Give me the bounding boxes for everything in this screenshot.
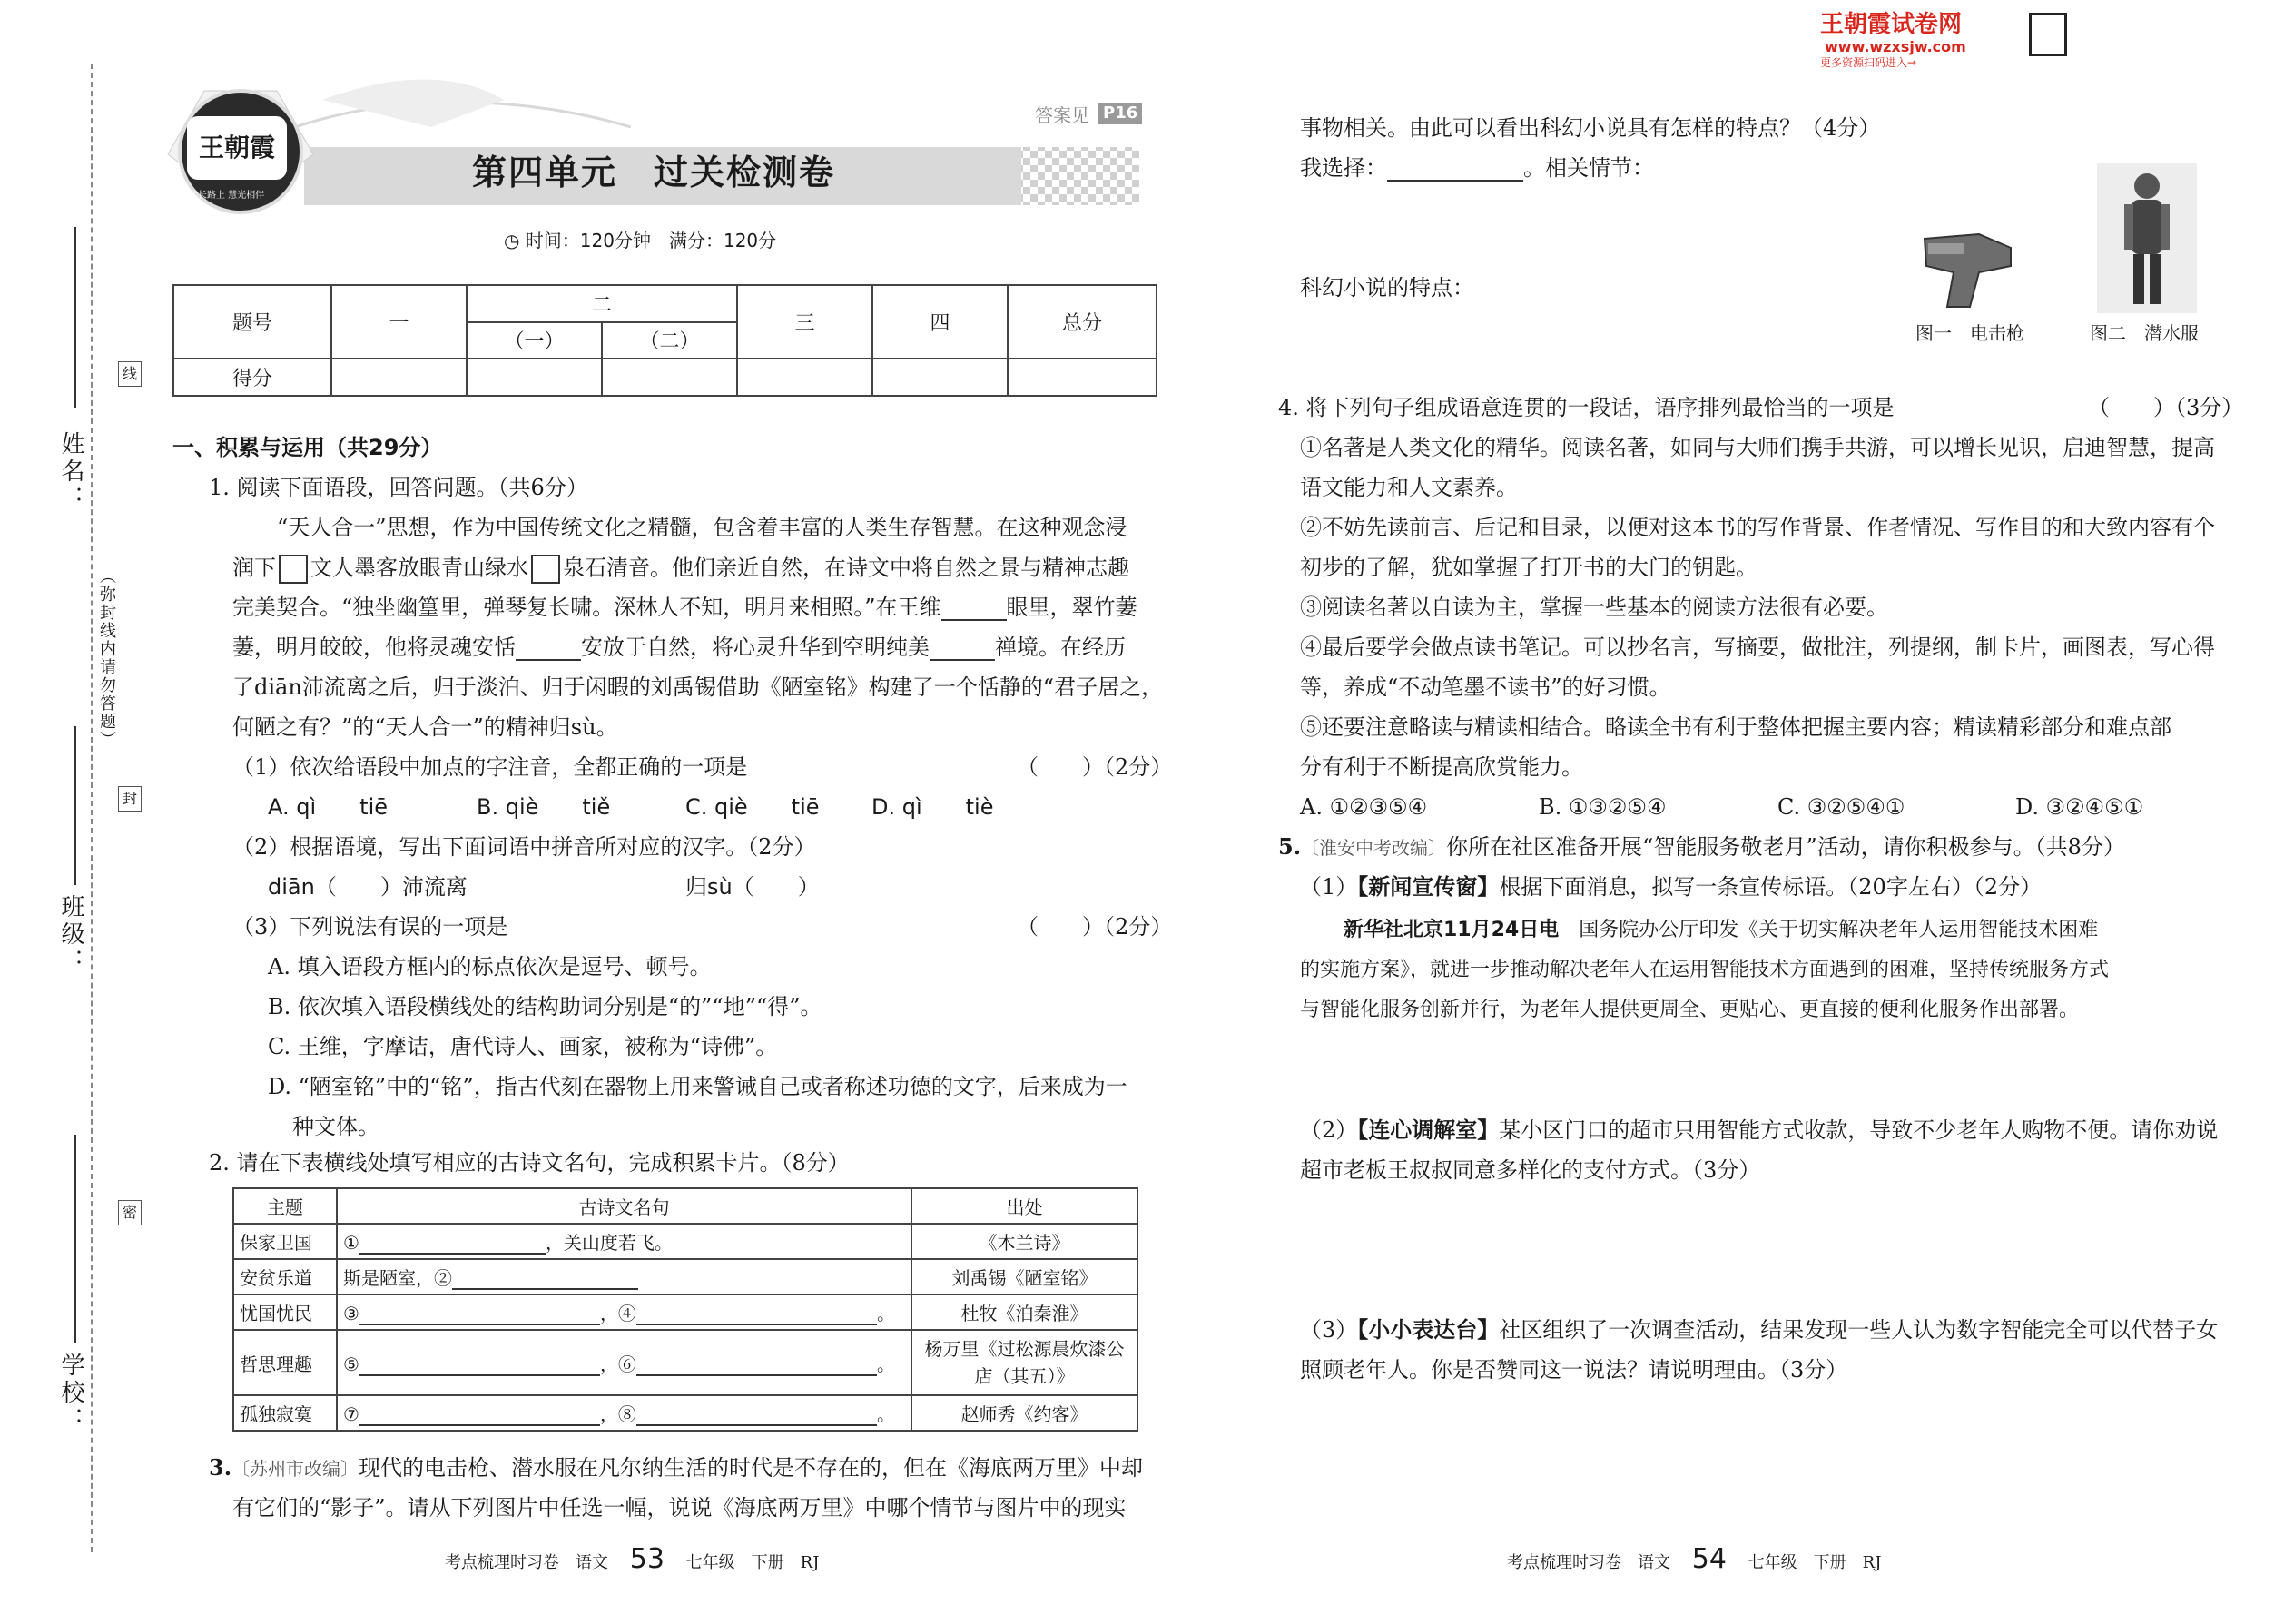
footer-grade: 七年级 下册 RJ	[685, 1553, 820, 1572]
score-col-2: 二	[467, 285, 737, 322]
poem-source: 赵师秀《约客》	[911, 1395, 1137, 1431]
question-number: 3.	[209, 1454, 232, 1481]
text-span: 润下	[232, 555, 276, 581]
q1-1-option-b[interactable]: B. qiè tiě	[477, 794, 611, 820]
seal-note: （弥封线内请勿答题）	[97, 567, 116, 749]
verse-blank[interactable]	[452, 1268, 638, 1290]
text-span: 国务院办公厅印发《关于切实解决老年人运用智能技术困难	[1559, 919, 2099, 941]
diving-suit-image	[2097, 163, 2197, 313]
q5-3-answer-area[interactable]	[1300, 1398, 2199, 1516]
q1-3-option-d[interactable]: D. “陋室铭”中的“铭”，指古代刻在器物上用来警诫自己或者称述功德的文字，后来成为一	[268, 1074, 1127, 1099]
q1-sub-2: （2）根据语境，写出下面词语中拼音所对应的汉字。（2分）	[232, 834, 816, 860]
poem-theme: 忧国忧民	[233, 1294, 337, 1330]
text-span: （2）	[1300, 1117, 1358, 1143]
poem-source: 《木兰诗》	[911, 1224, 1137, 1259]
q1-sub-3-answer[interactable]: （ ）（2分）	[1017, 914, 1173, 940]
score-cell[interactable]	[1008, 359, 1157, 396]
text-span: 现代的电击枪、潜水服在凡尔纳生活的时代是不存在的，但在《海底两万里》中却	[359, 1455, 1144, 1481]
q4-answer[interactable]: （ ）（3分）	[2088, 395, 2244, 420]
poem-theme: 孤独寂寞	[233, 1395, 337, 1431]
poem-source: 杨万里《过松源晨炊漆公店（其五）》	[911, 1330, 1137, 1395]
poem-verse-cell	[337, 1395, 911, 1431]
answer-ref: 答案见	[1035, 104, 1089, 126]
fill-blank[interactable]	[516, 639, 581, 661]
text-span: 社区组织了一次调查活动，结果发现一些人认为数字智能完全可以代替子女	[1499, 1317, 2219, 1343]
q4-sentence: 语文能力和人文素养。	[1300, 475, 1518, 500]
verse-blank[interactable]	[359, 1233, 546, 1255]
footer-book: 考点梳理时习卷 语文	[445, 1553, 608, 1572]
q1-3-option-a[interactable]: A. 填入语段方框内的标点依次是逗号、顿号。	[268, 954, 712, 979]
blank-number: ①	[343, 1232, 359, 1254]
q4-option-d[interactable]: D. ③②④⑤①	[2015, 794, 2144, 820]
q1-sub-1-answer[interactable]: （ ）（2分）	[1017, 754, 1173, 780]
q4-sentence: 分有利于不断提高欣赏能力。	[1300, 754, 1583, 780]
text-span: 我选择：	[1300, 155, 1387, 181]
school-field[interactable]	[74, 1135, 76, 1343]
score-col-2a: （一）	[467, 322, 602, 359]
q5-news-line	[1344, 919, 2098, 942]
brand-name: 王朝霞试卷网	[1820, 11, 1963, 38]
poem-source: 杜牧《泊秦淮》	[911, 1294, 1137, 1330]
question-1-title: 1. 阅读下面语段，回答问题。（共6分）	[209, 475, 588, 500]
poem-card-table	[232, 1187, 1138, 1432]
footer-right	[1507, 1543, 1881, 1575]
q1-1-option-d[interactable]: D. qì tiè	[871, 794, 994, 820]
poem-verse-cell	[337, 1330, 911, 1395]
figure-1-caption: 图一 电击枪	[1915, 322, 2024, 344]
blank-number: ⑦	[343, 1403, 359, 1425]
fill-blank[interactable]	[941, 599, 1007, 621]
q5-2-answer-area[interactable]	[1300, 1198, 2199, 1307]
score-table-header-label: 题号	[173, 285, 331, 359]
q5-tag: 【新闻宣传窗】	[1357, 874, 1500, 900]
q1-passage-line	[232, 635, 1126, 661]
q5-news-line: 与智能化服务创新并行，为老年人提供更周全、更贴心、更直接的便利化服务作出部署。	[1300, 999, 2080, 1021]
text-span: 泉石清音。他们亲近自然，在诗文中将自然之景与精神志趣	[563, 555, 1129, 581]
q5-sub-2	[1300, 1117, 2218, 1144]
q5-sub-1	[1300, 874, 2042, 901]
poem-source: 刘禹锡《陋室铭》	[911, 1259, 1137, 1294]
figure-2-caption: 图二 潜水服	[2090, 322, 2199, 344]
text-span: 。相关情节：	[1523, 155, 1654, 181]
q1-sub-1: （1）依次给语段中加点的字注音，全都正确的一项是	[232, 754, 748, 780]
question-source: 〔淮安中考改编〕	[1301, 837, 1447, 859]
q1-1-option-c[interactable]: C. qiè tiē	[685, 794, 820, 820]
score-col-2b: （二）	[602, 322, 737, 359]
score-col-3: 三	[737, 285, 872, 359]
q4-sentence: ⑤还要注意略读与精读相结合。略读全书有利于整体把握主要内容；精读精彩部分和难点部	[1300, 714, 2171, 740]
score-cell[interactable]	[331, 359, 467, 396]
poem-theme: 保家卫国	[233, 1224, 337, 1259]
blank-number: ⑤	[343, 1353, 359, 1375]
verse-end: 。	[876, 1303, 895, 1324]
score-col-4: 四	[872, 285, 1008, 359]
blank-number: ，⑥	[599, 1353, 636, 1375]
verse-end: 。	[876, 1403, 895, 1425]
q3-feature-label: 科幻小说的特点：	[1300, 275, 1474, 300]
q1-passage-line	[232, 595, 1137, 621]
text-span: （1）	[1300, 874, 1358, 900]
verse-blank[interactable]	[636, 1404, 877, 1426]
school-label: 学校：	[57, 1353, 84, 1434]
q1-3-option-d-cont: 种文体。	[292, 1114, 379, 1139]
question-number: 5.	[1278, 833, 1302, 860]
section-1-heading: 一、积累与运用（共29分）	[172, 435, 443, 460]
blank-number: ③	[343, 1303, 359, 1324]
stun-gun-image	[1915, 216, 2024, 316]
score-cell[interactable]	[737, 359, 872, 396]
seal-mark-line: 线	[118, 361, 142, 387]
question-3-line	[209, 1455, 1143, 1481]
q1-3-option-b[interactable]: B. 依次填入语段横线处的结构助词分别是“的”“地”“得”。	[268, 994, 822, 1019]
question-3-line: 有它们的“影子”。请从下列图片中任选一幅，说说《海底两万里》中哪个情节与图片中的现实	[232, 1495, 1127, 1521]
poem-header-theme: 主题	[233, 1188, 337, 1224]
verse-blank[interactable]	[359, 1304, 600, 1325]
text-span: 萋，明月皎皎，他将灵魂安恬	[232, 635, 516, 660]
poem-verse-cell	[337, 1259, 911, 1294]
score-cell[interactable]	[872, 359, 1008, 396]
q4-sentence: 初步的了解，犹如掌握了打开书的大门的钥匙。	[1300, 555, 1757, 580]
brand-url[interactable]: www.wzxsjw.com	[1825, 38, 1966, 55]
class-label: 班级：	[57, 894, 84, 976]
q4-sentence: ③阅读名著以自读为主，掌握一些基本的阅读方法很有必要。	[1300, 595, 1888, 620]
poem-theme: 哲思理趣	[233, 1330, 337, 1395]
q5-sub-3	[1300, 1317, 2218, 1343]
verse-blank[interactable]	[359, 1354, 600, 1376]
name-label: 姓名：	[57, 431, 84, 513]
punctuation-box[interactable]	[279, 555, 308, 584]
q4-sentence: ②不妨先读前言、后记和目录，以便对这本书的写作背景、作者情况、写作目的和大致内容有个	[1300, 515, 2215, 540]
score-col-total: 总分	[1008, 285, 1157, 359]
verse-end: 。	[876, 1353, 895, 1375]
time-info-text: 时间：120分钟 满分：120分	[525, 230, 777, 251]
q4-sentence: ①名著是人类文化的精华。阅读名著，如同与大师们携手共游，可以增长见识，启迪智慧，提高	[1300, 435, 2215, 460]
text-span: 某小区门口的超市只用智能方式收款，导致不少老年人购物不便。请你劝说	[1499, 1117, 2219, 1143]
choice-blank[interactable]	[1387, 160, 1523, 182]
question-5-title	[1278, 834, 2125, 861]
text-span: 文人墨客放眼青山绿水	[310, 555, 528, 581]
q5-sub-2-cont: 超市老板王叔叔同意多样化的支付方式。（3分）	[1300, 1157, 1761, 1183]
blank-number: ，⑧	[599, 1403, 636, 1425]
q4-option-c[interactable]: C. ③②⑤④①	[1777, 794, 1905, 820]
q4-option-a[interactable]: A. ①②③⑤④	[1300, 794, 1428, 820]
footer-grade: 七年级 下册 RJ	[1748, 1553, 1882, 1572]
q5-1-answer-area[interactable]	[1300, 1035, 2199, 1107]
poem-header-verse: 古诗文名句	[337, 1188, 911, 1224]
verse-text: ，关山度若飞。	[545, 1232, 673, 1254]
verse-blank[interactable]	[636, 1304, 877, 1325]
q1-passage-line: “天人合一”思想，作为中国传统文化之精髓，包含着丰富的人类生存智慧。在这种观念浸	[277, 515, 1127, 540]
text-span: （3）	[1300, 1317, 1358, 1343]
blank-number: 斯是陋室，②	[343, 1267, 452, 1289]
verse-blank[interactable]	[359, 1404, 600, 1426]
q3-choose-line	[1300, 155, 1654, 182]
qr-code[interactable]	[2029, 13, 2067, 56]
q5-news-line: 的实施方案》，就进一步推动解决老年人在运用智能技术方面遇到的困难，坚持传统服务方式	[1300, 959, 2110, 981]
seal-mark-seal: 封	[118, 786, 142, 812]
text-span: 禅境。在经历	[995, 635, 1126, 660]
clock-icon: ◷	[504, 230, 520, 251]
text-span: 眼里，翠竹萋	[1006, 595, 1137, 620]
logo-text: 王朝霞	[187, 116, 287, 180]
verse-blank[interactable]	[636, 1354, 877, 1376]
q4-sentence: ④最后要学会做点读书笔记。可以抄名言，写摘要，做批注，列提纲，制卡片，画图表，写心得	[1300, 635, 2215, 660]
page-number-right: 54	[1691, 1543, 1727, 1575]
page-title: 第四单元 过关检测卷	[472, 153, 836, 192]
text-span: 根据下面消息，拟写一条宣传标语。（20字左右）（2分）	[1499, 874, 2043, 900]
q5-tag: 【小小表达台】	[1357, 1317, 1500, 1343]
news-lead: 新华社北京11月24日电	[1344, 919, 1560, 941]
logo-subtitle: 读长路上 慧光相伴	[189, 191, 265, 201]
class-field[interactable]	[74, 726, 76, 885]
question-4-title: 4. 将下列句子组成语意连贯的一段话，语序排列最恰当的一项是	[1278, 395, 1895, 420]
score-col-1: 一	[331, 285, 467, 359]
brand-slogan: 更多资源扫码进入→	[1820, 56, 1917, 69]
poem-header-source: 出处	[911, 1188, 1137, 1224]
question-2-title: 2. 请在下表横线处填写相应的古诗文名句，完成积累卡片。（8分）	[209, 1150, 850, 1176]
q1-passage-line: 何陋之有？”的“天人合一”的精神归sù。	[232, 714, 618, 740]
q5-tag: 【连心调解室】	[1357, 1117, 1500, 1143]
score-cell[interactable]	[602, 359, 737, 396]
q1-3-option-c[interactable]: C. 王维，字摩诘，唐代诗人、画家，被称为“诗佛”。	[268, 1034, 778, 1059]
fill-blank[interactable]	[930, 639, 995, 661]
q5-sub-3-cont: 照顾老年人。你是否赞同这一说法？请说明理由。（3分）	[1300, 1357, 1848, 1383]
text-span: 安放于自然，将心灵升华到空明纯美	[581, 635, 930, 660]
binding-line	[91, 64, 93, 1552]
q1-1-option-a[interactable]: A. qì tiē	[268, 794, 388, 820]
score-table	[172, 284, 1157, 397]
text-span: 你所在社区准备开展“智能服务敬老月”活动，请你积极参与。（共8分）	[1446, 834, 2125, 860]
question-source: 〔苏州市改编〕	[231, 1458, 359, 1480]
score-cell[interactable]	[467, 359, 602, 396]
name-field[interactable]	[74, 227, 76, 408]
footer-left	[445, 1543, 819, 1575]
exam-time-info	[504, 230, 776, 251]
poem-verse-cell	[337, 1224, 911, 1259]
poem-verse-cell	[337, 1294, 911, 1330]
q4-option-b[interactable]: B. ①③②⑤④	[1539, 794, 1667, 820]
answer-page-badge: P16	[1098, 103, 1142, 124]
blank-number: ，④	[599, 1303, 636, 1324]
punctuation-box[interactable]	[531, 555, 560, 584]
q4-sentence: 等，养成“不动笔墨不读书”的好习惯。	[1300, 674, 1671, 700]
text-span: 完美契合。“独坐幽篁里，弹琴复长啸。深林人不知，明月来相照。”在王维	[232, 595, 941, 620]
score-row-label: 得分	[173, 359, 331, 396]
footer-book: 考点梳理时习卷 语文	[1507, 1553, 1670, 1572]
q1-sub-3: （3）下列说法有误的一项是	[232, 914, 508, 940]
q3-continued: 事物相关。由此可以看出科幻小说具有怎样的特点？（4分）	[1300, 115, 1881, 141]
q1-passage-line: 了diān沛流离之后，归于淡泊、归于闲暇的刘禹锡借助《陋室铭》构建了一个恬静的“君子居之，	[232, 674, 1164, 700]
q1-2-item-a[interactable]: diān（ ）沛流离	[268, 874, 468, 900]
q1-2-item-b[interactable]: 归sù（ ）	[685, 874, 820, 900]
seal-mark-secret: 密	[118, 1200, 142, 1225]
header-banner	[159, 64, 1139, 227]
page-number-left: 53	[629, 1543, 665, 1575]
poem-theme: 安贫乐道	[233, 1259, 337, 1294]
q1-passage-line	[232, 555, 1129, 584]
